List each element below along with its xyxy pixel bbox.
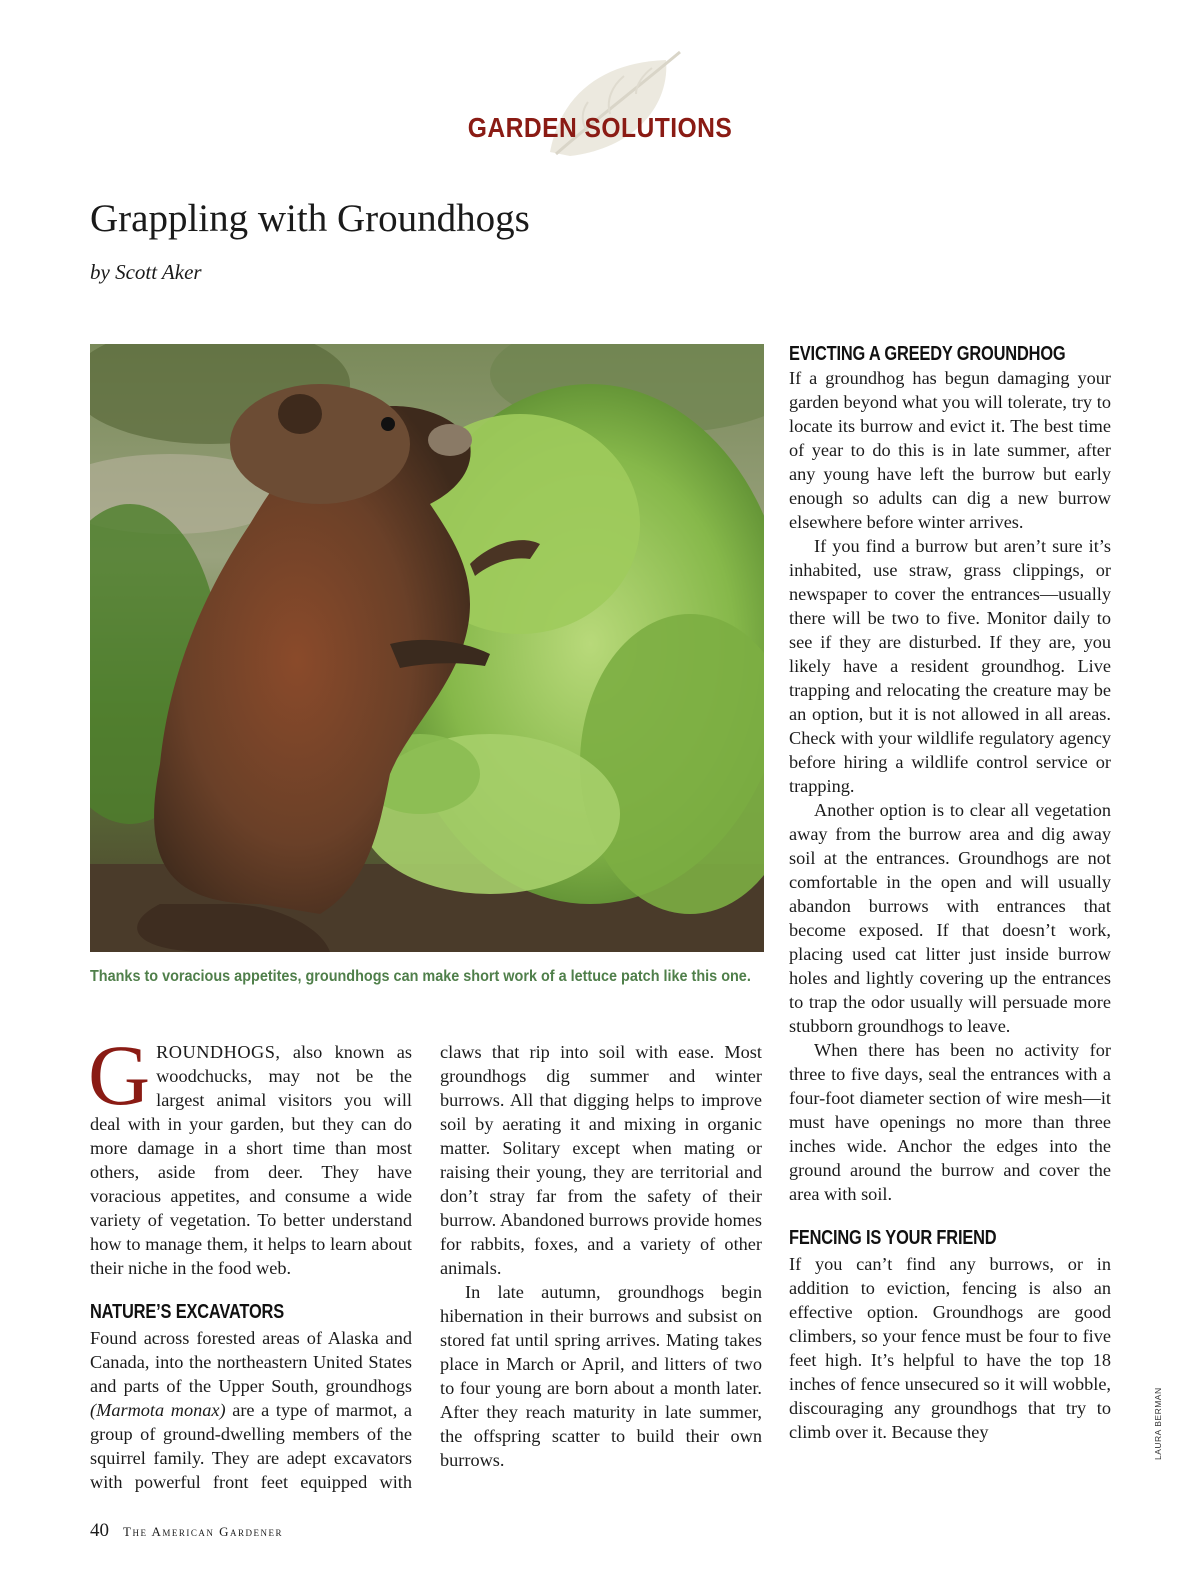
magazine-name: The American Gardener bbox=[123, 1524, 283, 1539]
section-label: GARDEN SOLUTIONS bbox=[467, 112, 733, 143]
excavators-paragraph-1-continued: claws that rip into soil with ease. Most groundhogs dig summer and winter burrows. All that digging helps to improve soil by aerating it and mixing in organic matter. Solitary except when mating or raising their young, they are territorial and don’t stray far from the safety of their burrow. Abandoned burrows provide homes for rabbits, foxes, and a variety of other animals. bbox=[440, 1042, 762, 1278]
leaf-icon bbox=[540, 48, 690, 164]
column-1 bbox=[88, 1027, 412, 1494]
subhead-fencing: FENCING IS YOUR FRIEND bbox=[789, 1227, 997, 1249]
species-name: (Marmota monax) bbox=[90, 1400, 226, 1420]
drop-cap: G bbox=[88, 1027, 151, 1123]
page-number: 40 bbox=[90, 1520, 109, 1541]
evicting-paragraph-3: Another option is to clear all vegetation away from the burrow area and dig away soil at the entrances. Groundhogs are not comfortable in the open and will usually abandon burrows with entrances that become exposed. If that doesn’t work, placing used cat litter just inside burrow holes and lightly covering up the entrances to trap the odor usually will persuade more stubborn groundhogs to leave. bbox=[789, 800, 1111, 1036]
article-byline: by Scott Aker bbox=[90, 260, 202, 284]
photo-caption: Thanks to voracious appetites, groundhogs can make short work of a lettuce patch like this one. bbox=[90, 968, 751, 985]
page-footer bbox=[90, 1520, 283, 1542]
photo-credit: LAURA BERMAN bbox=[1153, 1387, 1163, 1460]
subhead-evicting: EVICTING A GREEDY GROUNDHOG bbox=[789, 343, 1066, 365]
groundhog-photo bbox=[90, 344, 764, 952]
subhead-natures-excavators: NATURE’S EXCAVATORS bbox=[90, 1301, 285, 1323]
fencing-paragraph-1: If you can’t find any burrows, or in addition to eviction, fencing is also an effective option. Groundhogs are good climbers, so your fence must be four to five feet high. It’s helpful to have the top 18 inches of fence unsecured so it will wobble, discouraging any groundhogs that try to climb over it. Because they bbox=[789, 1254, 1111, 1442]
intro-paragraph bbox=[88, 1027, 412, 1280]
column-2 bbox=[440, 1040, 762, 1472]
intro-lead-in: ROUNDHOGS, bbox=[156, 1042, 281, 1062]
evicting-paragraph-4: When there has been no activity for three to five days, seal the entrances with a four-foot diameter section of wire mesh—it must have openings no more than three inches wide. Anchor the edges into the ground around the burrow and cover the area with soil. bbox=[789, 1040, 1111, 1204]
excavators-paragraph-1: Found across forested areas of Alaska and Canada, into the northeastern United States and parts of the Upper South, groundhogs (Marmota monax) are a type of marmot, a group of ground-dwelling members of the squirrel family. They are adept excavators with powerful front feet equipped with bbox=[90, 1328, 412, 1492]
article-title: Grappling with Groundhogs bbox=[90, 197, 530, 240]
intro-text: also known as woodchucks, may not be the largest animal visitors you will deal with in your garden, but they can do more damage in a short time than most others, aside from deer. They have voracious appetites, and consume a wide variety of vegetation. To better understand how to manage them, it helps to learn about their niche in the food web. bbox=[90, 1042, 412, 1278]
evicting-paragraph-2: If you find a burrow but aren’t sure it’s inhabited, use straw, grass clippings, or newspaper to cover the entrances—usually there will be two to five. Monitor daily to see if they are disturbed. If they are, you likely have a resident groundhog. Live trapping and relocating the creature may be an option, but it is not allowed in all areas. Check with your wildlife regulatory agency before hiring a wildlife control service or trapping. bbox=[789, 536, 1111, 796]
evicting-paragraph-1: If a groundhog has begun damaging your garden beyond what you will tolerate, try to locate its burrow and evict it. The best time of year to do this is in late summer, after any young have left the burrow but early enough so adults can dig a new burrow elsewhere before winter arrives. bbox=[789, 368, 1111, 532]
excavators-paragraph-2: In late autumn, groundhogs begin hibernation in their burrows and subsist on stored fat until spring arrives. Mating takes place in March or April, and litters of two to four young are born about a month later. After they reach maturity in late summer, the offspring scatter to build their own burrows. bbox=[440, 1282, 762, 1470]
column-3 bbox=[789, 342, 1111, 1444]
